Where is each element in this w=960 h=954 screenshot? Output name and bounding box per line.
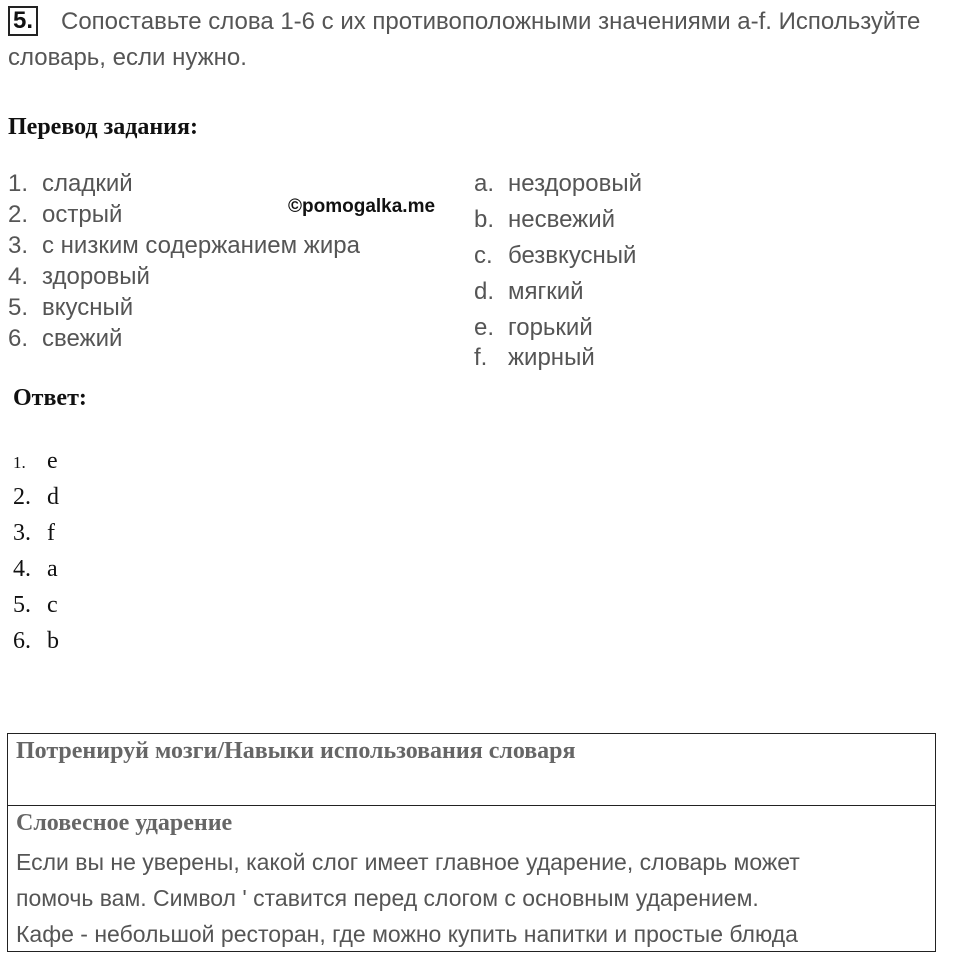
item-letter: c. bbox=[474, 242, 493, 269]
tip-box-subtitle: Словесное ударение bbox=[16, 810, 233, 836]
list-item bbox=[8, 230, 360, 261]
answer-number: 2. bbox=[13, 484, 31, 510]
list-item bbox=[474, 167, 642, 203]
answer-letter: d bbox=[47, 484, 59, 510]
item-letter: d. bbox=[474, 278, 495, 305]
item-number: 2. bbox=[8, 201, 29, 228]
answer-letter: f bbox=[47, 520, 55, 546]
answer-number: 1. bbox=[13, 453, 26, 472]
tip-box-text bbox=[16, 844, 926, 952]
item-letter: b. bbox=[474, 206, 495, 233]
answer-item bbox=[13, 551, 59, 587]
item-letter: a. bbox=[474, 170, 495, 197]
item-number: 5. bbox=[8, 294, 29, 321]
list-item bbox=[474, 275, 642, 311]
list-item bbox=[8, 199, 360, 230]
tip-line: помочь вам. Символ ' ставится перед слогом с основным ударением. bbox=[16, 885, 759, 911]
item-text: нездоровый bbox=[508, 170, 643, 197]
list-item bbox=[8, 168, 360, 199]
item-letter: f. bbox=[474, 344, 488, 371]
answer-number: 5. bbox=[13, 592, 31, 618]
item-text: безвкусный bbox=[508, 242, 637, 269]
answer-number: 3. bbox=[13, 520, 31, 546]
answer-item bbox=[13, 479, 59, 515]
task-number-badge: 5. bbox=[8, 6, 38, 36]
item-text: жирный bbox=[508, 344, 595, 371]
list-item bbox=[8, 261, 360, 292]
list-item bbox=[474, 311, 642, 343]
list-item bbox=[8, 292, 360, 323]
item-text: вкусный bbox=[42, 294, 134, 321]
answer-item bbox=[13, 443, 59, 479]
answer-letter: e bbox=[47, 448, 58, 474]
item-number: 4. bbox=[8, 263, 29, 290]
item-text: сладкий bbox=[42, 170, 133, 197]
translation-heading: Перевод задания: bbox=[8, 114, 198, 140]
left-word-list bbox=[8, 168, 360, 354]
answer-list bbox=[13, 443, 59, 659]
item-text: с низким содержанием жира bbox=[42, 232, 360, 259]
item-letter: e. bbox=[474, 314, 495, 341]
item-text: здоровый bbox=[42, 263, 150, 290]
answer-item bbox=[13, 515, 59, 551]
item-text: свежий bbox=[42, 325, 123, 352]
item-text: острый bbox=[42, 201, 123, 228]
answer-number: 6. bbox=[13, 628, 31, 654]
item-text: мягкий bbox=[508, 278, 584, 305]
answer-item bbox=[13, 623, 59, 659]
tip-box-title: Потренируй мозги/Навыки использования словаря bbox=[8, 734, 935, 806]
item-number: 1. bbox=[8, 170, 29, 197]
tip-line: Кафе - небольшой ресторан, где можно купить напитки и простые блюда bbox=[16, 921, 798, 947]
task-instruction: Сопоставьте слова 1-6 с их противоположными значениями a-f. Используйте словарь, если нужно. bbox=[8, 8, 921, 71]
list-item bbox=[474, 239, 642, 275]
dictionary-tip-box bbox=[7, 733, 936, 952]
list-item bbox=[474, 203, 642, 239]
item-text: горький bbox=[508, 314, 593, 341]
answer-number: 4. bbox=[13, 556, 31, 582]
list-item bbox=[8, 323, 360, 354]
item-text: несвежий bbox=[508, 206, 616, 233]
tip-line: Если вы не уверены, какой слог имеет главное ударение, словарь может bbox=[16, 849, 800, 875]
answer-item bbox=[13, 587, 59, 623]
item-number: 6. bbox=[8, 325, 29, 352]
right-word-list bbox=[474, 167, 642, 375]
item-number: 3. bbox=[8, 232, 29, 259]
list-item bbox=[474, 343, 642, 375]
answer-letter: c bbox=[47, 592, 58, 618]
answer-letter: a bbox=[47, 556, 58, 582]
answer-heading: Ответ: bbox=[13, 385, 87, 411]
watermark: ©pomogalka.me bbox=[288, 196, 436, 217]
answer-letter: b bbox=[47, 628, 59, 654]
